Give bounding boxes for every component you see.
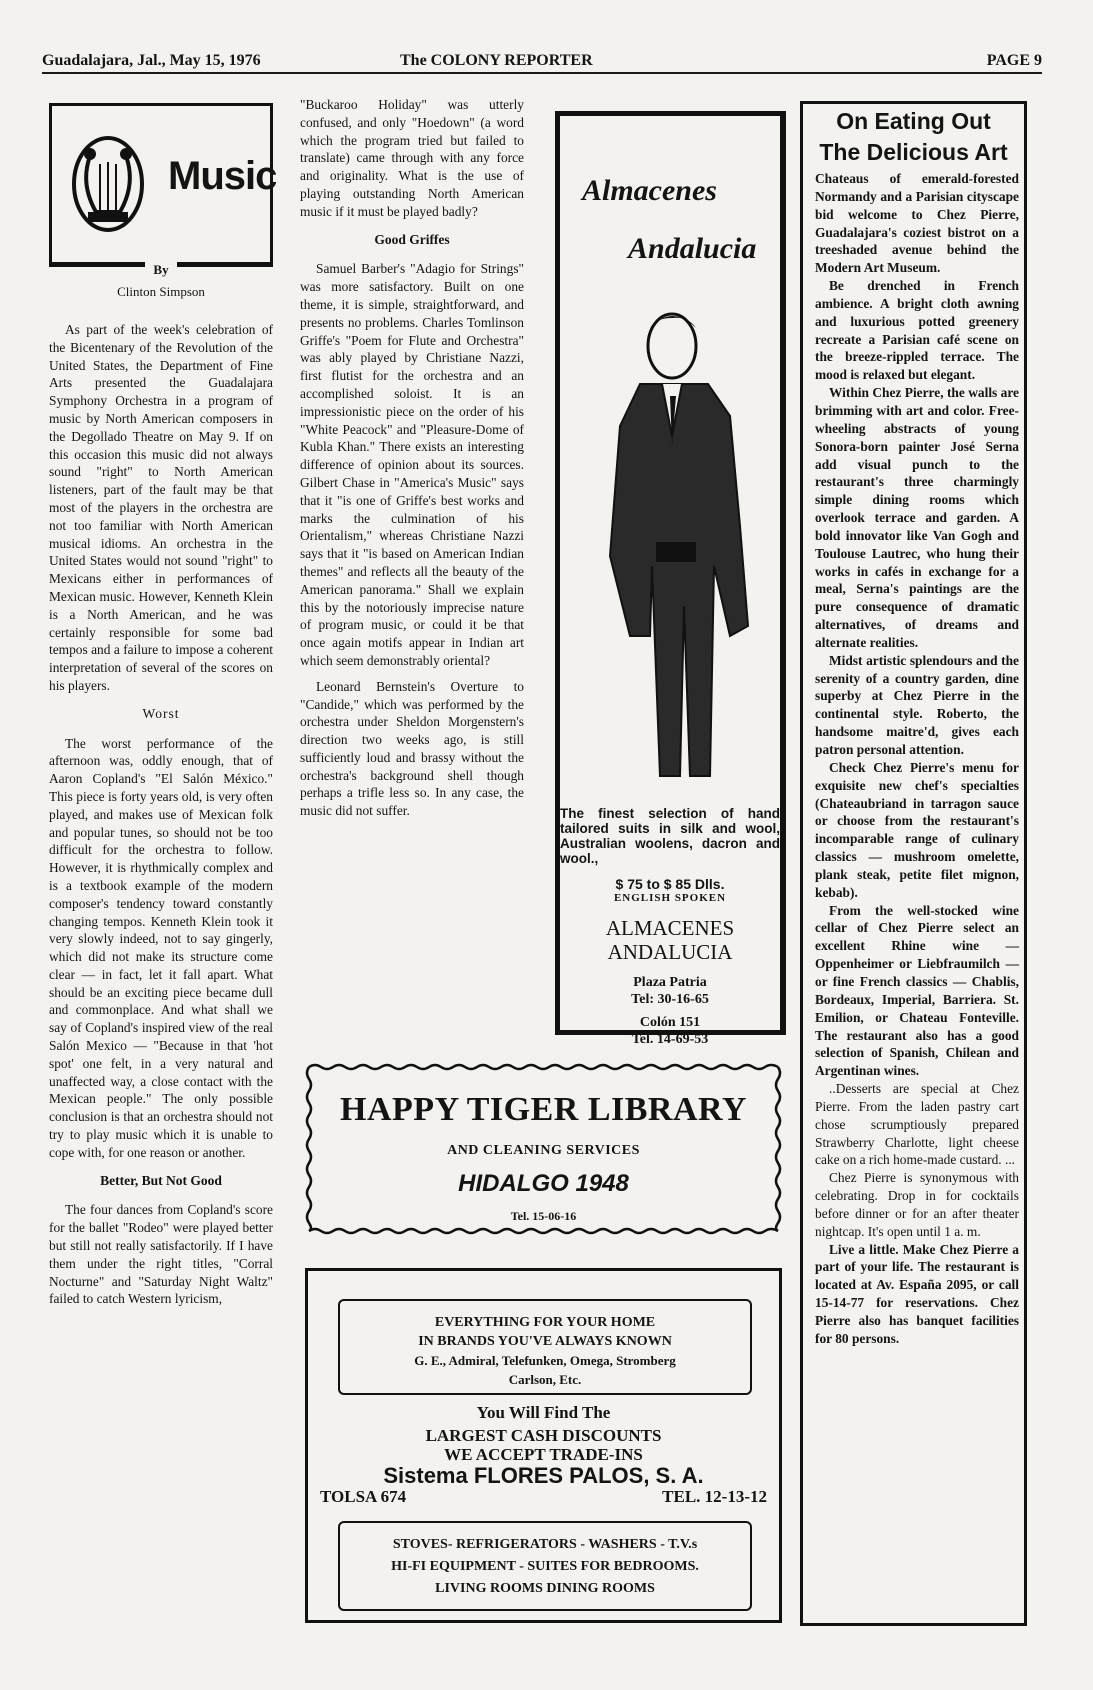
flores-line: LARGEST CASH DISCOUNTS — [425, 1426, 662, 1445]
happy-tiger-telephone: Tel. 15-06-16 — [510, 1209, 577, 1223]
author-name: Clinton Simpson — [117, 284, 205, 299]
flores-line: You Will Find The — [476, 1403, 611, 1422]
eating-out-column — [800, 101, 1027, 1626]
flores-line: WE ACCEPT TRADE-INS — [444, 1445, 643, 1464]
masthead-paper-name: The COLONY REPORTER — [400, 52, 593, 69]
article-paragraph: The four dances from Copland's score for the ballet "Rodeo" were played better but still not really satisfactorily. If I have them under the right titles, "Corral Nocturne" and "Saturday Night Waltz" failed to catch Western lyricism, — [49, 1202, 273, 1307]
almacenes-ad — [555, 111, 786, 1047]
subheading-worst: Worst — [142, 705, 180, 721]
article-paragraph: Be drenched in French ambience. A bright cloth awning and luxurious potted greenery recreate a Parisian café scene on the breeze-rippled terrace. The mood is relaxed but elegant. — [815, 278, 1019, 383]
article-paragraph: Midst artistic splendours and the serenity of a country garden, dine superby at Chez Pierre in the continental style. Roberto, the handsome maitre'd, gives each patron personal attention. — [815, 652, 1019, 757]
flores-company-name: Sistema FLORES PALOS, S. A. — [383, 1463, 704, 1488]
flores-palos-ad — [305, 1268, 782, 1623]
article-paragraph: Samuel Barber's "Adagio for Strings" was more satisfactory. Built on one theme, it is simple, straightforward, and presents no problems. Charles Tomlinson Griffe's "Poem for Flute and Orchestra" was ably played by Christiane Nazzi, first flutist for the orchestra and an accomplished soloist. It is an impressionistic piece on the order of his "White Peacock" and "Pleasure-Dome of Kubla Khan." There exists an interesting difference of opinion about its sources. Gilbert Chase in "America's Music" says that it "is one of Griffe's best works and marks the culmination of his Orientalism," whereas Christiane Nazzi says that it "is based on American Indian themes" and reflects all the beauty of the American panorama." Shall we explain this by the notoriously imprecise nature of program music, or could it be that once again motifs appear in Indian art which seem demonstrably oriental? — [300, 261, 524, 668]
article-paragraph: Leonard Bernstein's Overture to "Candide," which was performed by the orchestra under Sheldon Morgenstern's direction two weeks ago, is still sufficiently loud and brassy without the orchestra's background shell though perhaps a trifle less so. In any case, the music did not suffer. — [300, 678, 524, 819]
music-heading: Music — [168, 154, 277, 198]
flores-address: TOLSA 674 — [320, 1487, 407, 1506]
lyre-icon — [70, 134, 146, 234]
ad-script-title-1: Almacenes — [582, 174, 717, 207]
appliances-box — [338, 1521, 752, 1611]
article-paragraph: "Buckaroo Holiday" was utterly confused, and only "Hoedown" (a word which the program tried but failed to translate) came through with any force and originality. What is the use of playing outstanding North American music if it must be played badly? — [300, 97, 524, 219]
article-paragraph: ..Desserts are special at Chez Pierre. From the laden pastry cart chose scrumptiously prepared Strawberry Charlotte, light cheese cake on a rich home-made custard. ... — [815, 1081, 1019, 1168]
ad-address-line: Plaza Patria — [633, 975, 707, 990]
masthead-page-number: PAGE 9 — [986, 52, 1042, 69]
subheading-better: Better, But Not Good — [100, 1172, 222, 1188]
appliances-line: STOVES- REFRIGERATORS - WASHERS - T.V.s — [392, 1537, 698, 1552]
music-heading-box — [49, 103, 277, 265]
article-paragraph: Chez Pierre is synonymous with celebrating. Drop in for cocktails before dinner or for an after theater nightcap. It's open until 1 a. m. — [815, 1170, 1019, 1239]
brands-box — [338, 1299, 752, 1395]
masthead-date: Guadalajara, Jal., May 15, 1976 — [42, 52, 261, 69]
man-in-suit-illustration — [590, 306, 760, 786]
article-paragraph: The worst performance of the afternoon was, oddly enough, that of Aaron Copland's "El Salón México." This piece is forty years old, is very often played, and makes use of Mexican folk and popular tunes, so should not be too difficult for the orchestra to follow. However, it is rhythmically complex and is a textbook example of the modern composer's tendency toward constantly changing tempos. Kenneth Klein took it very slowly indeed, not to say gingerly, which did not make its structure come clear — in fact, let it fall apart. What should be an exciting piece became dull and commonplace. And what shall we say of Copland's inspired view of the real Salón Mexico — "Because in that 'hot spot' one felt, in a very natural and unaffected way, a close contact with the Mexican people." The only possible conclusion is that an orchestra should not try to play music which it is unable to cope with, for one reason or another. — [49, 735, 273, 1160]
by-label: By — [145, 262, 176, 277]
music-column-2 — [300, 96, 524, 828]
article-paragraph: As part of the week's celebration of the Bicentenary of the Revolution of the United States, the Department of Fine Arts presented the Guadalajara Symphony Orchestra in a program of music by North American composers in the Degollado Theatre on May 9. If on this occasion this music did not always sound "right" to North American listeners, part of the fault may be that most of the players in the orchestra are not too familiar with North American musical idioms. An orchestra in the United States would not sound "right" to Mexicans either in performances of Mexican music. However, Kenneth Klein is a North American, and he was certainly responsible for some bad tempos and a failure to impose a coherent interpretation of several of the scores on his players. — [49, 322, 273, 693]
eating-out-body — [815, 170, 1019, 1348]
happy-tiger-ad — [305, 1063, 782, 1235]
flores-telephone: TEL. 12-13-12 — [662, 1487, 767, 1506]
appliances-line: LIVING ROOMS DINING ROOMS — [435, 1581, 655, 1596]
article-paragraph: Chateaus of emerald-forested Normandy and a Parisian cityscape bid welcome to Chez Pierre, Guadalajara's coziest bistrot on a treeshaded avenue behind the Modern Art Museum. — [815, 171, 1019, 276]
ad-address-line: Tel: 30-16-65 — [631, 992, 709, 1007]
eating-out-title: On Eating Out — [836, 108, 991, 134]
masthead — [42, 48, 1042, 74]
brands-line: IN BRANDS YOU'VE ALWAYS KNOWN — [418, 1334, 672, 1349]
ad-address-line: Tel. 14-69-53 — [631, 1032, 709, 1047]
brands-line: G. E., Admiral, Telefunken, Omega, Stromberg — [414, 1353, 676, 1368]
happy-tiger-title: HAPPY TIGER LIBRARY — [340, 1091, 747, 1128]
ad-english-spoken: ENGLISH SPOKEN — [613, 892, 727, 904]
masthead-rule — [42, 72, 1042, 74]
byline — [49, 262, 273, 278]
ad-store-name-line-2: ANDALUCIA — [607, 940, 733, 964]
happy-tiger-address: HIDALGO 1948 — [458, 1170, 629, 1197]
ad-address — [560, 974, 780, 1048]
eating-out-subtitle: The Delicious Art — [819, 139, 1008, 165]
article-paragraph: Check Chez Pierre's menu for exquisite new chef's specialties (Chateaubriand in tarragon sauce or choose from the restaurant's incomparable range of culinary classics — mushroom omelette, plank steak, petite filet mignon, kebab). — [815, 759, 1019, 900]
brands-line: EVERYTHING FOR YOUR HOME — [434, 1315, 656, 1330]
happy-tiger-subtitle: AND CLEANING SERVICES — [447, 1143, 640, 1158]
subheading-griffes: Good Griffes — [374, 231, 450, 247]
ad-store-name — [560, 916, 780, 964]
ad-price: $ 75 to $ 85 Dlls. — [615, 876, 725, 892]
ad-tagline: The finest selection of hand tailored suits in silk and wool, Australian woolens, dacron and wool., — [560, 806, 780, 866]
ad-store-name-line-1: ALMACENES — [605, 916, 735, 940]
article-paragraph: Live a little. Make Chez Pierre a part of your life. The restaurant is located at Av. España 2095, or call 15-14-77 for reservations. Chez Pierre also has banquet facilities for 80 persons. — [815, 1241, 1019, 1346]
article-paragraph: From the well-stocked wine cellar of Chez Pierre select an excellent Rhine wine — Oppenheimer or Liebfraumilch — or fine French classics — Chablis, Bordeaux, Imperial, Barriera. St. Emilion, or Chateau Fonteville. The restaurant also has a good selection of Spanish, Chilean and Argentinan wines. — [815, 902, 1019, 1079]
brands-line: Carlson, Etc. — [508, 1372, 582, 1387]
appliances-line: HI-FI EQUIPMENT - SUITES FOR BEDROOMS. — [391, 1559, 699, 1574]
ad-script-title-2: Andalucia — [628, 232, 757, 265]
music-column-1 — [49, 321, 273, 1316]
article-paragraph: Within Chez Pierre, the walls are brimming with art and color. Free-wheeling abstracts of young Sonora-born painter José Serna add visual punch to the restaurant's three charmingly simple dining rooms which overlook terrace and garden. A bold innovator like Van Gogh and Toulouse Lautrec, who hung their works in cafés in exchange for a meal, Serna's paintings are the pure consequence of dramatic alternatives, of dreams and alternate realities. — [815, 385, 1019, 650]
ad-address-line: Colón 151 — [639, 1015, 701, 1030]
